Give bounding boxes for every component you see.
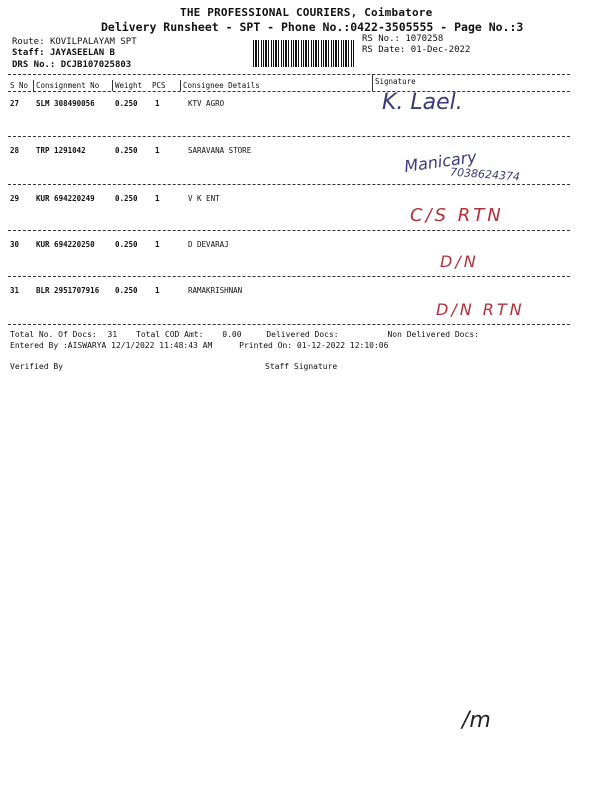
row-consignment: TRP 1291042 xyxy=(36,146,86,155)
row-divider xyxy=(8,136,570,137)
drs-value: DCJB107025803 xyxy=(60,60,132,70)
col-consignment: Consignment No xyxy=(36,81,100,90)
row-consignee: SARAVANA STORE xyxy=(188,146,252,155)
col-divider xyxy=(33,80,34,91)
row-signature: D/N RTN xyxy=(436,300,525,319)
row-sno: 29 xyxy=(10,194,20,203)
col-sno: S No xyxy=(10,81,29,90)
summary-line xyxy=(10,330,479,339)
route-label: Route: xyxy=(12,37,45,47)
col-consignee: Consignee Details xyxy=(183,81,260,90)
row-divider xyxy=(8,184,570,185)
row-pcs: 1 xyxy=(155,240,160,249)
col-divider xyxy=(372,80,373,91)
row-consignee: V K ENT xyxy=(188,194,220,203)
rs-no-value: 1070258 xyxy=(405,34,444,44)
row-consignment: BLR 2951707916 xyxy=(36,286,100,295)
drs-line xyxy=(12,60,131,70)
barcode xyxy=(253,40,355,67)
entry-line xyxy=(10,341,388,350)
staff-label: Staff: xyxy=(12,48,45,58)
row-consignee: D DEVARAJ xyxy=(188,240,229,249)
col-signature: Signature xyxy=(375,77,416,86)
col-weight: Weight xyxy=(115,81,143,90)
document-subtitle: Delivery Runsheet - SPT - Phone No.:0422-3505555 - Page No.:3 xyxy=(101,20,524,34)
total-docs-value: 31 xyxy=(107,330,118,339)
non-delivered-label: Non Delivered Docs: xyxy=(387,330,479,339)
row-signature: Manicary xyxy=(403,147,478,176)
row-weight: 0.250 xyxy=(115,146,138,155)
rs-no-line xyxy=(362,34,443,44)
row-signature: K. Lael. xyxy=(382,90,463,115)
row-sno: 30 xyxy=(10,240,20,249)
table-bottom-rule xyxy=(8,324,570,325)
row-signature-phone: 7038624374 xyxy=(449,165,521,184)
staff-value: JAYASEELAN B xyxy=(49,48,115,58)
header-bottom-rule xyxy=(8,91,570,92)
staff-signature-label: Staff Signature xyxy=(265,362,338,371)
row-pcs: 1 xyxy=(155,286,160,295)
row-weight: 0.250 xyxy=(115,240,138,249)
row-consignment: KUR 694220249 xyxy=(36,194,95,203)
rs-no-label: RS No.: xyxy=(362,34,400,44)
delivered-label: Delivered Docs: xyxy=(266,330,339,339)
printed-on: Printed On: 01-12-2022 12:10:06 xyxy=(239,341,389,350)
row-signature: C/S RTN xyxy=(410,205,504,226)
route-value: KOVILPALAYAM SPT xyxy=(49,37,137,47)
entered-by: Entered By :AISWARYA 12/1/2022 11:48:43 AM xyxy=(10,341,213,350)
rs-date-value: 01-Dec-2022 xyxy=(410,45,471,55)
document-title: THE PROFESSIONAL COURIERS, Coimbatore xyxy=(180,6,433,19)
total-cod-label: Total COD Amt: xyxy=(136,330,204,339)
verified-by-label: Verified By xyxy=(10,362,63,371)
staff-line xyxy=(12,48,115,58)
row-consignment: KUR 694220250 xyxy=(36,240,95,249)
total-cod-value: 0.00 xyxy=(222,330,242,339)
row-weight: 0.250 xyxy=(115,194,138,203)
row-divider xyxy=(8,230,570,231)
row-weight: 0.250 xyxy=(115,99,138,108)
handwritten-initials: /m xyxy=(462,708,491,733)
row-pcs: 1 xyxy=(155,99,160,108)
row-pcs: 1 xyxy=(155,194,160,203)
row-sno: 28 xyxy=(10,146,20,155)
row-consignment: SLM 308490056 xyxy=(36,99,95,108)
rs-date-line xyxy=(362,45,470,55)
col-divider xyxy=(112,80,113,91)
col-divider xyxy=(180,80,181,91)
total-docs-label: Total No. Of Docs: xyxy=(10,330,97,339)
row-sno: 31 xyxy=(10,286,20,295)
row-sno: 27 xyxy=(10,99,20,108)
row-pcs: 1 xyxy=(155,146,160,155)
rs-date-label: RS Date: xyxy=(362,45,406,55)
row-divider xyxy=(8,276,570,277)
row-consignee: RAMAKRISHNAN xyxy=(188,286,243,295)
row-consignee: KTV AGRO xyxy=(188,99,225,108)
row-signature: D/N xyxy=(440,252,479,271)
table-top-rule xyxy=(8,74,570,75)
col-pcs: PCS xyxy=(152,81,166,90)
route-line xyxy=(12,37,137,47)
drs-label: DRS No.: xyxy=(12,60,56,70)
row-weight: 0.250 xyxy=(115,286,138,295)
